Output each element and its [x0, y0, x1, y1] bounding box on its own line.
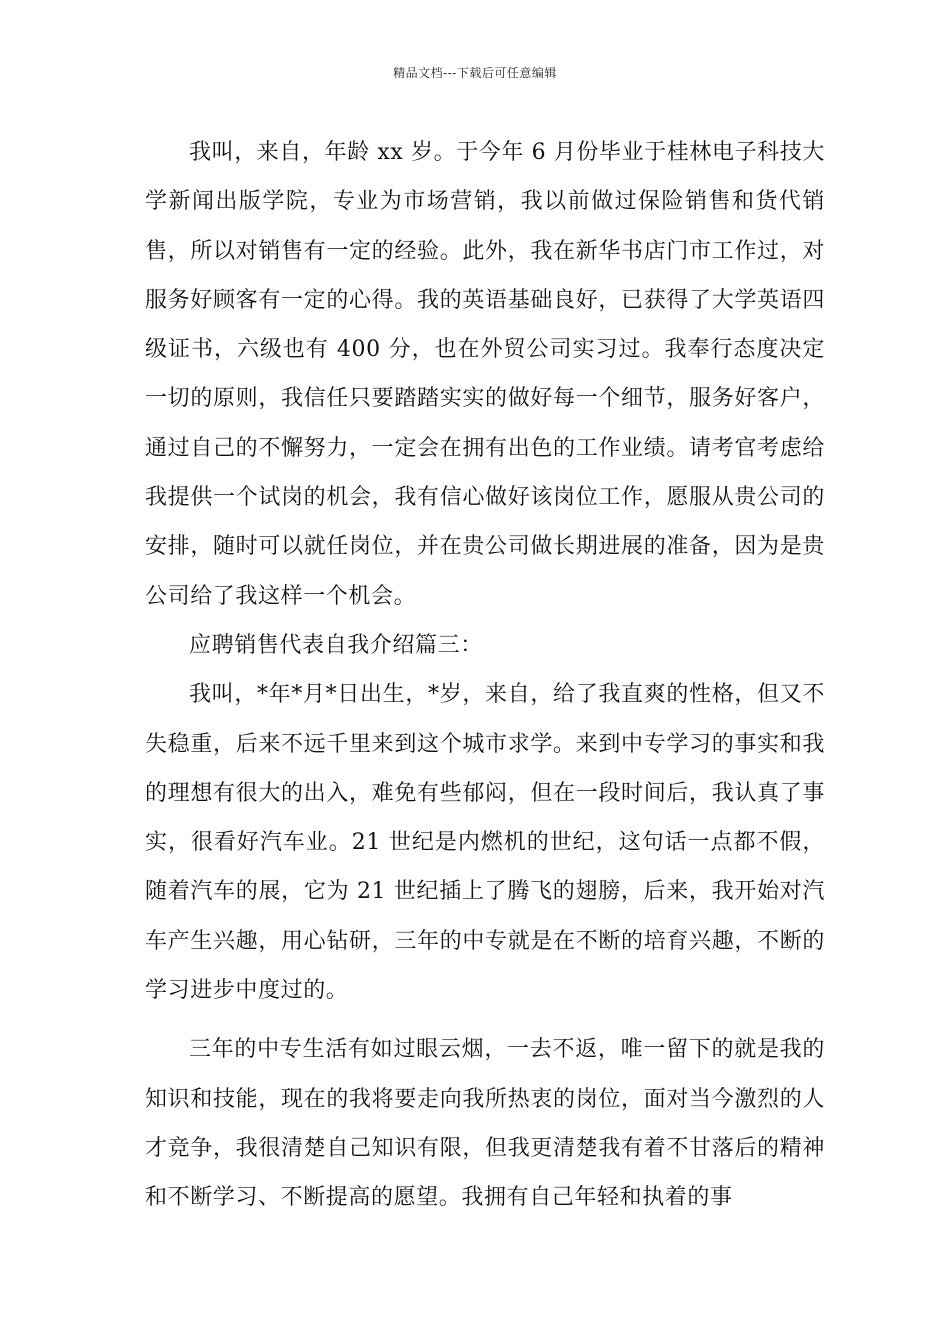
- paragraph-self-intro-two: 我叫，来自，年龄 xx 岁。于今年 6 月份毕业于桂林电子科技大学新闻出版学院，专业为市场营销，我以前做过保险销售和货代销售，所以对销售有一定的经验。此外，我在新华书店门市工作过，对服务好顾客有一定的心得。我的英语基础良好，已获得了大学英语四级证书，六级也有 400 分，也在外贸公司实习过。我奉行态度决定一切的原则，我信任只要踏踏实实的做好每一个细节，服务好客户，通过自己的不懈努力，一定会在拥有出色的工作业绩。请考官考虑给我提供一个试岗的机会，我有信心做好该岗位工作，愿服从贵公司的安排，随时可以就任岗位，并在贵公司做长期进展的准备，因为是贵公司给了我这样一个机会。: [145, 140, 825, 609]
- page-header: 精品文档---下载后可任意编辑: [393, 66, 557, 80]
- document-body: [145, 128, 825, 1223]
- paragraph-self-intro-three: 我叫，*年*月*日出生，*岁，来自，给了我直爽的性格，但又不失稳重，后来不远千里来到这个城市求学。来到中专学习的事实和我的理想有很大的出入，难免有些郁闷，但在一段时间后，我认真了事实，很看好汽车业。21 世纪是内燃机的世纪，这句话一点都不假，随着汽车的展，它为 21 世纪插上了腾飞的翅膀，后来，我开始对汽车产生兴趣，用心钻研，三年的中专就是在不断的培育兴趣，不断的学习进步中度过的。: [145, 682, 825, 1004]
- section-heading-part-three: 应聘销售代表自我介绍篇三：: [189, 632, 483, 658]
- paragraph-school-life: 三年的中专生活有如过眼云烟，一去不返，唯一留下的就是我的知识和技能，现在的我将要走向我所热衷的岗位，面对当今激烈的人才竞争，我很清楚自己知识有限，但我更清楚我有着不甘落后的精神和不断学习、不断提高的愿望。我拥有自己年轻和执着的事: [145, 1037, 825, 1211]
